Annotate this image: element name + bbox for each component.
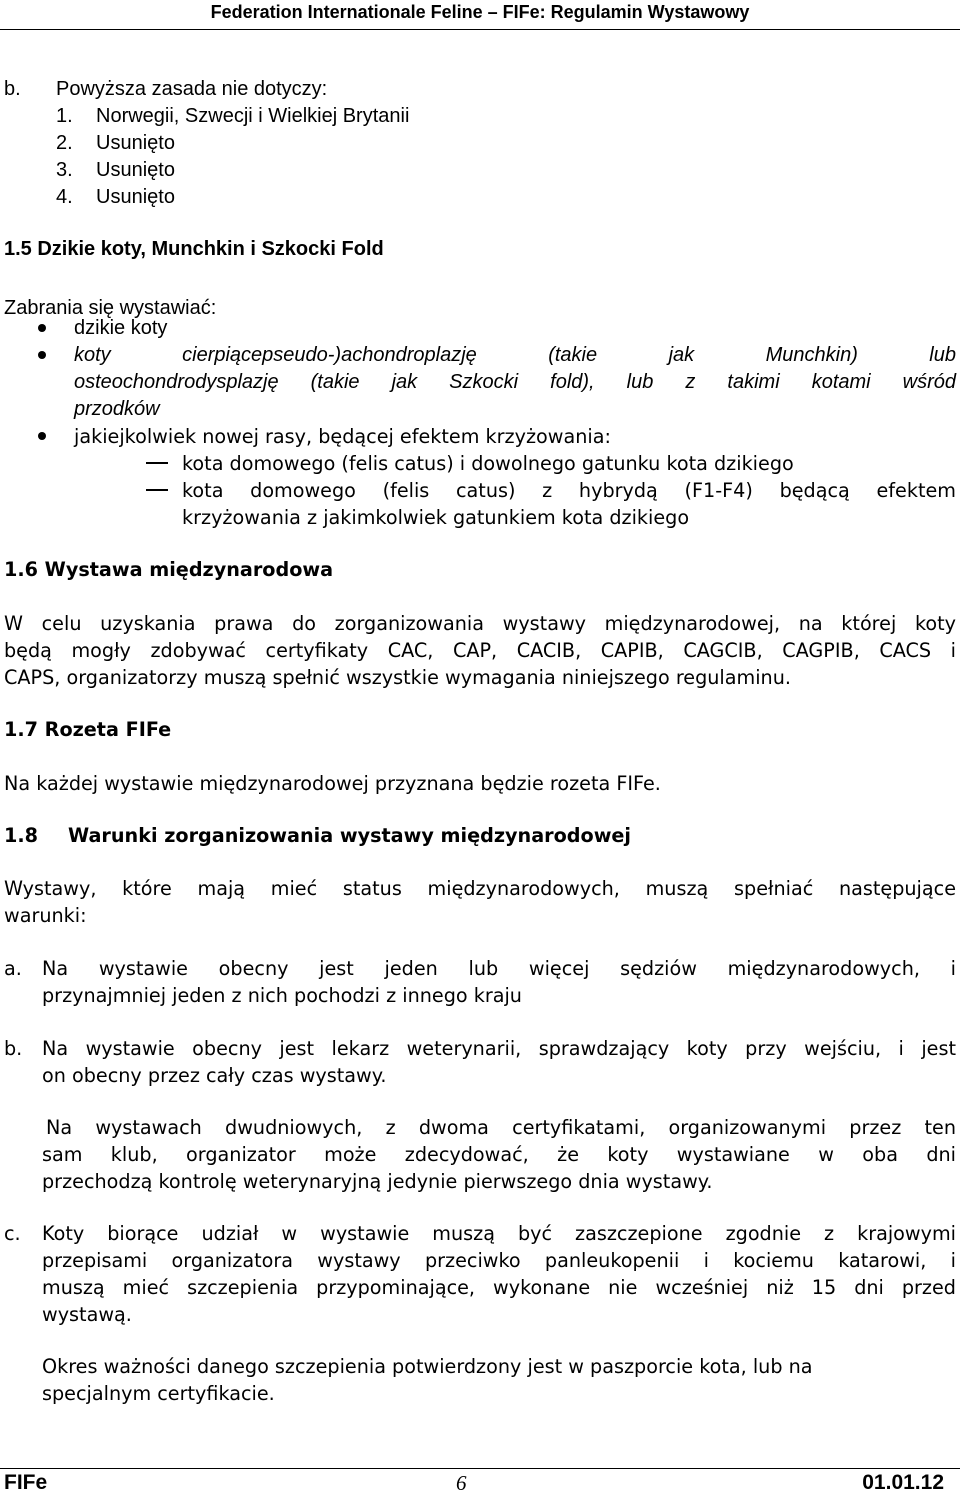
item-b-note-line: Na wystawach dwudniowych, z dwoma certyfikatami, organizowanymi przez ten	[46, 1116, 956, 1139]
section-1-7-heading: 1.7 Rozeta FIFe	[4, 718, 172, 741]
item-c-line: Koty biorące udział w wystawie muszą być zaszczepione zgodnie z krajowymi	[42, 1222, 956, 1245]
section-1-8-heading: Warunki zorganizowania wystawy międzynarodowej	[68, 824, 632, 847]
list-b-item-num: 1.	[56, 105, 73, 127]
item-b-note-line: przechodzą kontrolę weterynaryjną jedynie pierwszego dnia wystawy.	[42, 1170, 713, 1193]
item-c-note-line: specjalnym certyfikacie.	[42, 1382, 275, 1405]
dash-icon	[146, 462, 168, 464]
bullet-icon	[38, 351, 46, 359]
page-number: 6	[456, 1471, 467, 1495]
paragraph-line: Wystawy, które mają mieć status międzynarodowych, muszą spełniać następujące	[4, 877, 956, 900]
paragraph-line: W celu uzyskania prawa do zorganizowania wystawy międzynarodowej, na której koty	[4, 612, 956, 635]
bullet-icon	[38, 432, 46, 440]
section-1-5-heading: 1.5 Dzikie koty, Munchkin i Szkocki Fold	[4, 238, 384, 260]
page-header: Federation Internationale Feline – FIFe: Regulamin Wystawowy	[210, 2, 750, 22]
paragraph-line: Na każdej wystawie międzynarodowej przyznana będzie rozeta FIFe.	[4, 772, 661, 795]
list-b-item-text: Usunięto	[96, 186, 175, 208]
list-b-label: b.	[4, 78, 21, 100]
item-b-note-line: sam klub, organizator może zdecydować, że koty wystawiane w oba dni	[42, 1143, 956, 1166]
item-c-note-line: Okres ważności danego szczepienia potwierdzony jest w paszporcie kota, lub na	[42, 1355, 813, 1378]
dash-icon	[146, 489, 168, 491]
header-divider	[0, 29, 960, 30]
item-c-line: wystawą.	[42, 1303, 132, 1326]
section-1-8-number: 1.8	[4, 824, 38, 847]
list-b-item-num: 4.	[56, 186, 73, 208]
bullet-item: dzikie koty	[74, 317, 168, 339]
bullet-item-cont: osteochondrodysplazję (takie jak Szkocki fold), lub z takimi kotami wśród	[74, 371, 956, 393]
dash-item-cont: krzyżowania z jakimkolwiek gatunkiem kota dzikiego	[182, 506, 690, 529]
list-b-item-text: Usunięto	[96, 159, 175, 181]
section-1-6-heading: 1.6 Wystawa międzynarodowa	[4, 558, 334, 581]
item-b-line: on obecny przez cały czas wystawy.	[42, 1064, 387, 1087]
paragraph-line: będą mogły zdobywać certyfikaty CAC, CAP, CACIB, CAPIB, CAGCIB, CAGPIB, CACS i	[4, 639, 956, 662]
bullet-item: koty cierpiącepseudo-)achondroplazję (takie jak Munchkin) lub	[74, 344, 956, 366]
list-b-item-text: Usunięto	[96, 132, 175, 154]
item-a-line: Na wystawie obecny jest jeden lub więcej sędziów międzynarodowych, i	[42, 957, 956, 980]
item-a-label: a.	[4, 957, 22, 980]
list-b-item-text: Norwegii, Szwecji i Wielkiej Brytanii	[96, 105, 410, 127]
bullet-icon	[38, 324, 46, 332]
list-b-intro: Powyższa zasada nie dotyczy:	[56, 78, 328, 100]
list-b-item-num: 3.	[56, 159, 73, 181]
dash-item: kota domowego (felis catus) z hybrydą (F1-F4) będącą efektem	[182, 479, 956, 502]
paragraph-line: warunki:	[4, 904, 87, 927]
section-1-5-intro: Zabrania się wystawiać:	[4, 297, 217, 319]
paragraph-line: CAPS, organizatorzy muszą spełnić wszystkie wymagania niniejszego regulaminu.	[4, 666, 791, 689]
footer-date: 01.01.12	[862, 1471, 944, 1494]
item-c-line: muszą mieć szczepienia przypominające, wykonane nie wcześniej niż 15 dni przed	[42, 1276, 956, 1299]
footer-org: FIFe	[4, 1471, 48, 1494]
item-a-line: przynajmniej jeden z nich pochodzi z innego kraju	[42, 984, 522, 1007]
item-b-line: Na wystawie obecny jest lekarz weterynarii, sprawdzający koty przy wejściu, i jest	[42, 1037, 956, 1060]
item-c-line: przepisami organizatora wystawy przeciwko panleukopenii i kociemu katarowi, i	[42, 1249, 956, 1272]
list-b-item-num: 2.	[56, 132, 73, 154]
bullet-item-cont: przodków	[74, 398, 160, 420]
footer-divider	[0, 1468, 960, 1469]
item-b-label: b.	[4, 1037, 23, 1060]
item-c-label: c.	[4, 1222, 21, 1245]
bullet-item: jakiejkolwiek nowej rasy, będącej efektem krzyżowania:	[74, 425, 611, 448]
dash-item: kota domowego (felis catus) i dowolnego gatunku kota dzikiego	[182, 452, 794, 475]
